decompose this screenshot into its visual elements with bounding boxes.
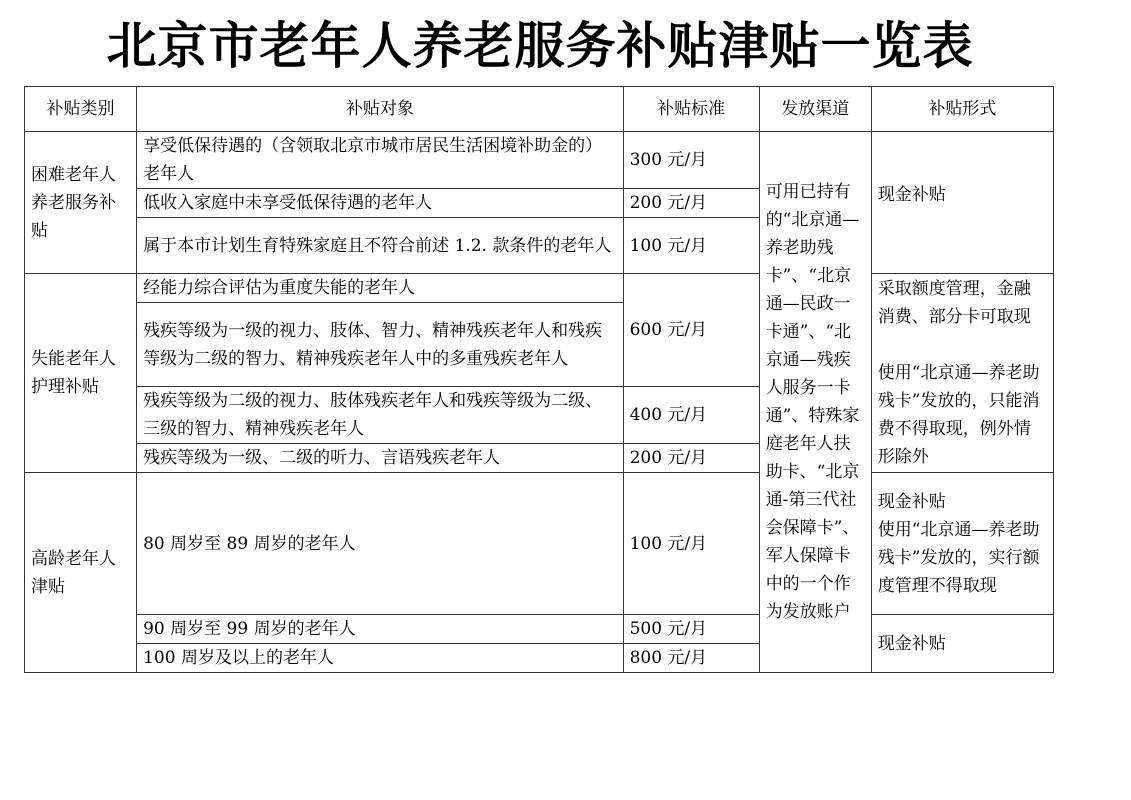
table-row xyxy=(25,473,1054,615)
form-elderly-90plus: 现金补贴 xyxy=(871,615,1053,673)
target-cell: 享受低保待遇的（含领取北京市城市居民生活困境补助金的）老年人 xyxy=(137,132,623,189)
standard-cell: 200 元/月 xyxy=(623,444,759,473)
table-header-row xyxy=(25,87,1054,132)
standard-cell: 100 元/月 xyxy=(623,218,759,274)
target-cell: 80 周岁至 89 周岁的老年人 xyxy=(137,473,623,615)
target-cell: 残疾等级为一级、二级的听力、言语残疾老年人 xyxy=(137,444,623,473)
table-row xyxy=(25,132,1054,189)
form-disability xyxy=(871,274,1053,473)
page-title: 北京市老年人养老服务补贴津贴一览表 xyxy=(106,17,974,75)
form-disability-line1: 采取额度管理，金融消费、部分卡可取现 xyxy=(877,279,1031,327)
target-cell: 经能力综合评估为重度失能的老年人 xyxy=(137,274,623,303)
table-row xyxy=(25,615,1054,644)
standard-cell: 600 元/月 xyxy=(623,274,759,387)
standard-cell: 100 元/月 xyxy=(623,473,759,615)
standard-cell: 300 元/月 xyxy=(623,132,759,189)
target-cell: 残疾等级为二级的视力、肢体残疾老年人和残疾等级为二级、三级的智力、精神残疾老年人 xyxy=(137,387,623,444)
header-form: 补贴形式 xyxy=(871,87,1053,132)
table-row xyxy=(25,274,1054,303)
header-category: 补贴类别 xyxy=(25,87,137,132)
header-target: 补贴对象 xyxy=(137,87,623,132)
target-cell: 属于本市计划生育特殊家庭且不符合前述 1.2. 款条件的老年人 xyxy=(137,218,623,274)
standard-cell: 400 元/月 xyxy=(623,387,759,444)
target-cell: 100 周岁及以上的老年人 xyxy=(137,644,623,673)
subsidy-table xyxy=(24,86,1054,673)
standard-cell: 500 元/月 xyxy=(623,615,759,644)
target-cell: 90 周岁至 99 周岁的老年人 xyxy=(137,615,623,644)
standard-cell: 800 元/月 xyxy=(623,644,759,673)
form-elderly-line2: 使用“北京通—养老助残卡”发放的，实行额度管理不得取现 xyxy=(877,519,1040,596)
form-disability-line2: 使用“北京通—养老助残卡”发放的，只能消费不得取现，例外情形除外 xyxy=(877,363,1040,467)
channel-cell: 可用已持有的“北京通—养老助残卡”、“北京通—民政一卡通”、“北京通—残疾人服务一卡通”、特殊家庭老年人扶助卡、“北京通-第三代社会保障卡”、军人保障卡中的一个作为发放账户 xyxy=(759,132,871,673)
target-cell: 低收入家庭中未享受低保待遇的老年人 xyxy=(137,189,623,218)
target-cell: 残疾等级为一级的视力、肢体、智力、精神残疾老年人和残疾等级为二级的智力、精神残疾老年人中的多重残疾老年人 xyxy=(137,303,623,387)
form-elderly-line1: 现金补贴 xyxy=(877,491,946,512)
category-hardship: 困难老年人养老服务补贴 xyxy=(25,132,137,274)
form-elderly xyxy=(871,473,1053,615)
category-elderly: 高龄老年人津贴 xyxy=(25,473,137,673)
header-standard: 补贴标准 xyxy=(623,87,759,132)
category-disability: 失能老年人护理补贴 xyxy=(25,274,137,473)
header-channel: 发放渠道 xyxy=(759,87,871,132)
standard-cell: 200 元/月 xyxy=(623,189,759,218)
form-hardship: 现金补贴 xyxy=(871,132,1053,274)
